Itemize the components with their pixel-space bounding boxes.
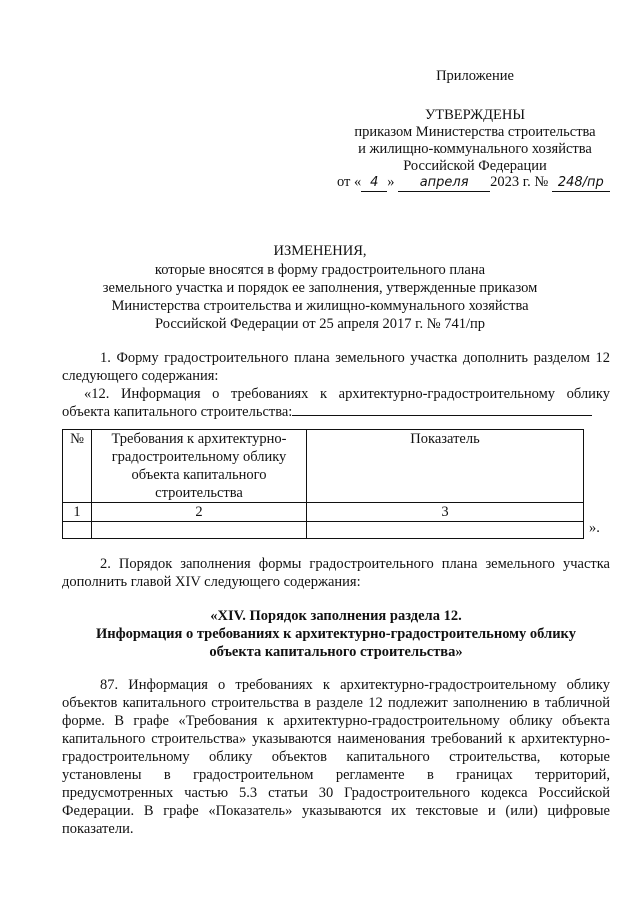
table-cell: 3 [307,503,584,522]
order-number: 248/пр [552,176,610,192]
table-header-row [63,430,584,503]
section-heading-1: «XIV. Порядок заполнения раздела 12. [210,608,462,624]
date-year: 2023 г. № [490,174,549,190]
table-cell [307,522,584,539]
doc-title: ИЗМЕНЕНИЯ, [273,243,367,259]
section-heading-2: Информация о требованиях к архитектурно-градостроительному облику [96,626,576,642]
appendix-label: Приложение [436,68,514,84]
order-line-2: и жилищно-коммунального хозяйства [358,141,592,157]
date-mid: » [387,174,395,190]
doc-subtitle-1: которые вносятся в форму градостроительного плана [154,262,486,278]
order-line-1: приказом Министерства строительства [354,124,596,140]
fill-in-line [292,403,592,416]
approved-label: УТВЕРЖДЕНЫ [424,107,526,123]
paragraph-4: 87. Информация о требованиях к архитектурно-градостроительному облику объектов капитального строительства в разделе 12 подлежит заполнению в табличной форме. В графе «Требования к архитектурно-градостроительному облику объекта капитального строительства» указываются наименования требований к архитектурно-градостроительному облику объектов капитального строительства, которые установлены в градостроительном регламенте в границах территорий, предусмотренных частью 5.3 статьи 30 Градостроительного кодекса Российской Федерации. В графе «Показатель» указываются их текстовые и (или) цифровые показатели. [62,677,610,837]
paragraph-2 [62,385,610,421]
table-row [63,503,584,522]
section-heading-3: объекта капитального строительства» [209,644,463,660]
table-closing-mark: ». [589,520,600,536]
table-header-cell: № [63,430,92,503]
date-prefix: от « [337,174,362,190]
date-month: апреля [398,176,490,192]
doc-subtitle-3: Министерства строительства и жилищно-коммунального хозяйства [111,298,529,314]
date-day: 4 [361,176,387,192]
table-header-cell: Требования к архитектурно-градостроительному облику объекта капитального строительства [92,430,307,503]
paragraph-2-text: «12. Информация о требованиях к архитектурно-градостроительному облику объекта капитального строительства: [62,386,610,420]
paragraph-3: 2. Порядок заполнения формы градостроительного плана земельного участка дополнить главой XIV следующего содержания: [62,556,610,590]
table-header-cell: Показатель [307,430,584,503]
table-cell [92,522,307,539]
table-row [63,522,584,539]
requirements-table [62,429,584,539]
order-line-3: Российской Федерации [403,158,547,174]
table-cell [63,522,92,539]
table-cell: 1 [63,503,92,522]
order-date-line [337,173,610,192]
table-cell: 2 [92,503,307,522]
paragraph-1: 1. Форму градостроительного плана земельного участка дополнить разделом 12 следующего содержания: [62,350,610,384]
doc-subtitle-2: земельного участка и порядок ее заполнения, утвержденные приказом [102,280,538,296]
doc-subtitle-4: Российской Федерации от 25 апреля 2017 г. № 741/пр [155,316,485,332]
